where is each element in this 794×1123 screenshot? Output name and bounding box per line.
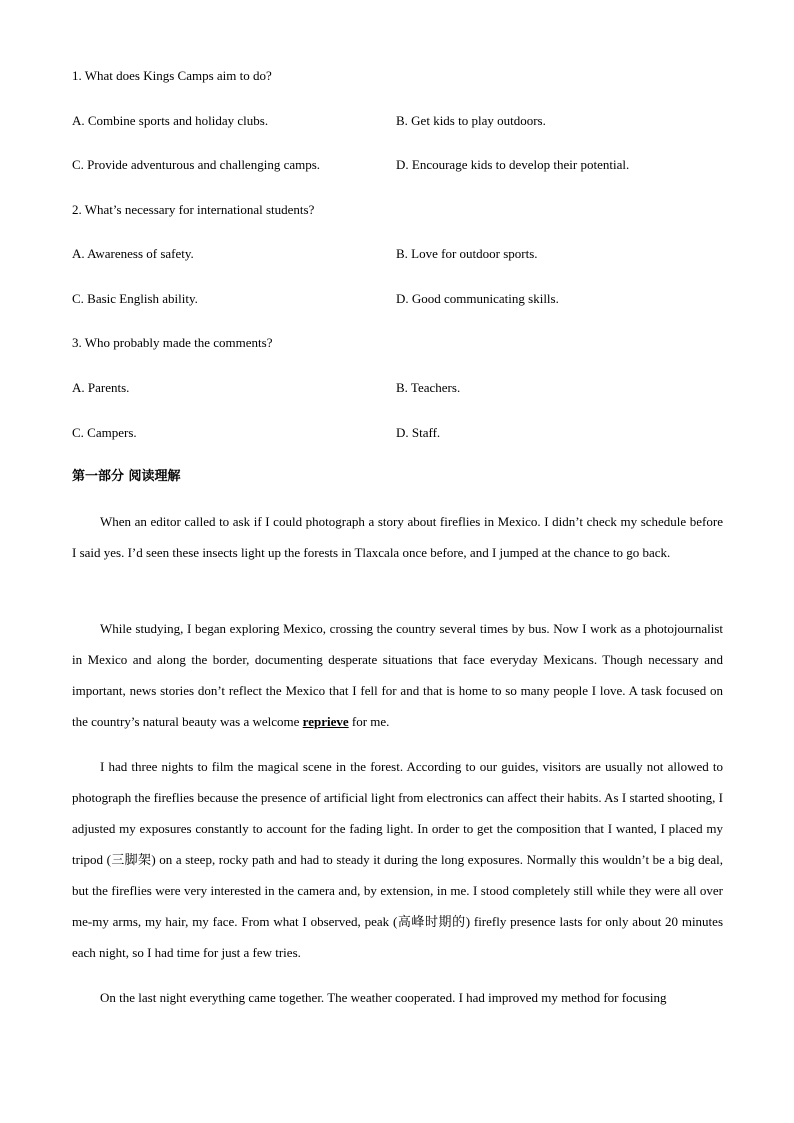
question-2-option-c: C. Basic English ability.: [72, 291, 198, 306]
question-2-option-d: D. Good communicating skills.: [396, 291, 559, 306]
passage-paragraph-2: [72, 613, 723, 737]
question-1-option-a: A. Combine sports and holiday clubs.: [72, 113, 269, 128]
passage-paragraph-1-text: When an editor called to ask if I could photograph a story about fireflies in Mexico. I didn’t check my schedule before I said yes. I’d seen these insects light up the forests in Tlaxcala once before, and I jumped at the chance to go back.: [72, 514, 723, 560]
section-heading: 第一部分 阅读理解: [72, 469, 181, 484]
question-3-option-b: B. Teachers.: [396, 380, 461, 395]
question-3-option-d: D. Staff.: [396, 425, 441, 440]
question-1-stem: 1. What does Kings Camps aim to do?: [72, 68, 272, 83]
question-1-option-c: C. Provide adventurous and challenging camps.: [72, 157, 321, 172]
question-1-option-d: D. Encourage kids to develop their potential.: [396, 157, 630, 172]
passage-paragraph-4-text: On the last night everything came together. The weather cooperated. I had improved my method for focusing: [100, 990, 667, 1005]
question-2-stem: 2. What’s necessary for international students?: [72, 202, 315, 217]
question-3-option-a: A. Parents.: [72, 380, 130, 395]
question-2-option-b: B. Love for outdoor sports.: [396, 246, 538, 261]
question-2-option-a: A. Awareness of safety.: [72, 246, 194, 261]
passage-paragraph-3-text: I had three nights to film the magical scene in the forest. According to our guides, visitors are usually not allowed to photograph the fireflies because the presence of artificial light from electronics can affect their habits. As I started shooting, I adjusted my exposures constantly to account for the fading light. In order to get the composition that I wanted, I placed my tripod (三脚架) on a steep, rocky path and had to steady it during the long exposures. Normally this wouldn’t be a big deal, but the fireflies were very interested in the camera and, by extension, in me. I stood completely still while they were all over me-my arms, my hair, my face. From what I observed, peak (高峰时期的) firefly presence lasts for only about 20 minutes each night, so I had time for just a few tries.: [72, 759, 723, 960]
passage-paragraph-4: [72, 982, 723, 1013]
question-1-option-b: B. Get kids to play outdoors.: [396, 113, 546, 128]
passage-paragraph-3: [72, 751, 723, 968]
question-3-stem: 3. Who probably made the comments?: [72, 335, 273, 350]
passage-paragraph-2-end: for me.: [348, 714, 390, 729]
question-3-option-c: C. Campers.: [72, 425, 137, 440]
passage-paragraph-1: [72, 506, 723, 568]
passage-paragraph-2-text: While studying, I began exploring Mexico, crossing the country several times by bus. Now I work as a photojournalist in Mexico and along the border, documenting desperate situations that face everyday Mexicans. Though necessary and important, news stories don’t reflect the Mexico that I fell for and that is home to so many people I love. A task focused on the country’s natural beauty was a welcome: [72, 621, 723, 729]
vocabulary-keyword: reprieve: [302, 714, 349, 729]
